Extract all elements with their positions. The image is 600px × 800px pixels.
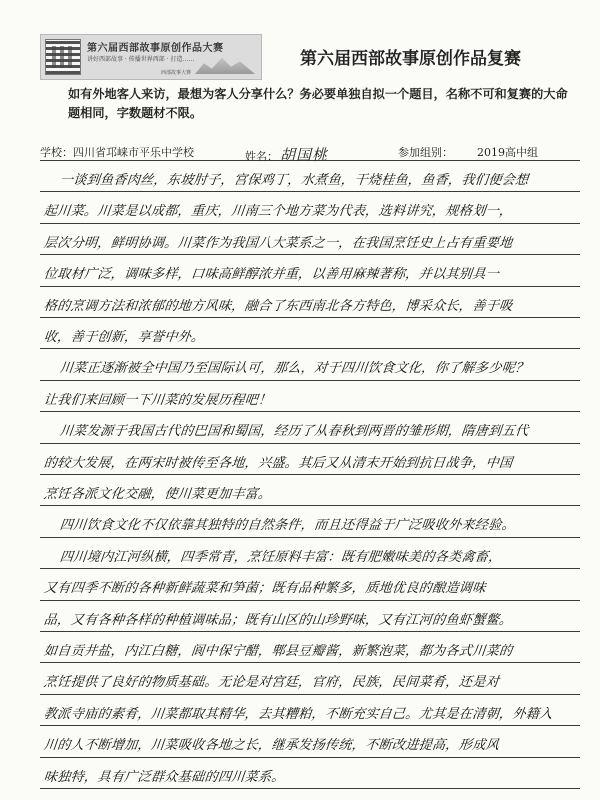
essay-line: 起川菜。川菜是以成都，重庆，川南三个地方菜为代表，选料讲究，规格划一， [43,204,514,220]
prompt-line-1: 如有外地客人来访，最想为客人分享什么？务必要单独自拟一个题目，名称不可和复赛的大命 [68,87,568,101]
essay-line: 又有四季不断的各种新鲜蔬菜和笋菌；既有品种繁多，质地优良的酿造调味 [43,581,487,597]
ruled-line [40,380,580,381]
ruled-line [40,348,580,349]
essay-prompt [68,85,568,123]
ruled-line [40,631,580,632]
essay-line: 烹饪各派文化交融，使川菜更加丰富。 [43,487,273,502]
school-label: 学校： [40,146,73,159]
name-value: 胡国桃 [280,146,329,164]
essay-line: 烹饪提供了良好的物质基础。无论是对宫廷，官府，民族，民间菜肴，还是对 [43,675,500,691]
essay-line: 川的人不断增加，川菜吸收各地之长，继承发扬传统，不断改进提高，形成风 [43,738,500,754]
essay-line: 川菜发源于我国古代的巴国和蜀国，经历了从春秋到两晋的雏形期，隋唐到五代 [59,424,530,440]
ruled-line [40,505,580,506]
essay-line: 如自贡井盐，内江白糖，阆中保宁醋，郫县豆瓣酱，新繁泡菜，都为各式川菜的 [43,644,514,659]
banner-subtitle: 讲好西部故事 · 传播世界西部 · 打造…… [87,56,195,63]
ruled-line [40,223,580,224]
contest-banner [40,34,262,80]
school-field [40,144,194,160]
ruled-line [40,411,580,412]
ruled-line [40,286,580,287]
essay-line: 的较大发展，在两宋时被传至各地，兴盛。其后又从清末开始到抗日战争，中国 [43,455,514,471]
banner-title: 第六届西部故事原创作品大赛 [87,43,224,54]
ruled-line [40,160,580,161]
group-value: 2019高中组 [477,146,538,159]
essay-line: 品，又有各种各样的种植调味品；既有山区的山珍野味，又有江河的鱼虾蟹鳖。 [43,612,514,628]
ruled-line [40,757,580,758]
essay-line: 川菜正逐渐被全中国乃至国际认可，那么，对于四川饮食文化，你了解多少呢？ [59,361,530,377]
essay-line: 味独特，具有广泛群众基础的四川菜系。 [43,769,286,785]
ruled-line [40,191,580,192]
ruled-line [40,694,580,695]
ruled-line [40,725,580,726]
prompt-line-2: 题相同，字数题材不限。 [68,106,203,120]
banner-footer: 西部故事大赛 [161,70,192,76]
ruled-line [40,443,580,444]
mountain-scene-icon [195,56,255,74]
qr-code-icon [45,39,81,75]
school-value: 四川省邛崃市平乐中学校 [73,146,194,159]
name-label: 姓名： [245,150,278,163]
essay-line: 让我们来回顾一下川菜的发展历程吧！ [43,392,273,408]
ruled-line [40,662,580,663]
essay-line: 四川饮食文化不仅依靠其独特的自然条件，而且还得益于广泛吸收外来经验。 [59,518,516,534]
group-label: 参加组别： [398,146,453,159]
group-field [398,144,538,160]
essay-line: 收，善于创新，享誉中外。 [43,330,206,345]
essay-line: 教派寺庙的素肴，川菜都取其精华，去其糟粕，不断充实自己。尤其是在清朝，外籍入 [43,706,554,722]
essay-line: 四川境内江河纵横，四季常青，烹饪原料丰富：既有肥嫩味美的各类禽畜， [59,549,503,565]
ruled-line [40,600,580,601]
ruled-line [40,317,580,318]
ruled-line [40,474,580,475]
ruled-line [40,537,580,538]
essay-line: 格的烹调方法和浓郁的地方风味，融合了东西南北各方特色，博采众长，善于吸 [43,298,514,314]
essay-line: 一谈到鱼香肉丝，东坡肘子，宫保鸡丁，水煮鱼，干烧桂鱼，鱼香，我们便会想 [59,173,530,188]
ruled-line [40,254,580,255]
ruled-line [40,568,580,569]
document-title: 第六届西部故事原创作品复赛 [300,49,521,69]
ruled-line [40,788,580,789]
essay-line: 位取材广泛，调味多样，口味高鲜醇浓并重，以善用麻辣著称，并以其别具一 [43,267,500,283]
essay-line: 层次分明，鲜明协调。川菜作为我国八大菜系之一，在我国烹饪史上占有重要地 [43,235,514,251]
